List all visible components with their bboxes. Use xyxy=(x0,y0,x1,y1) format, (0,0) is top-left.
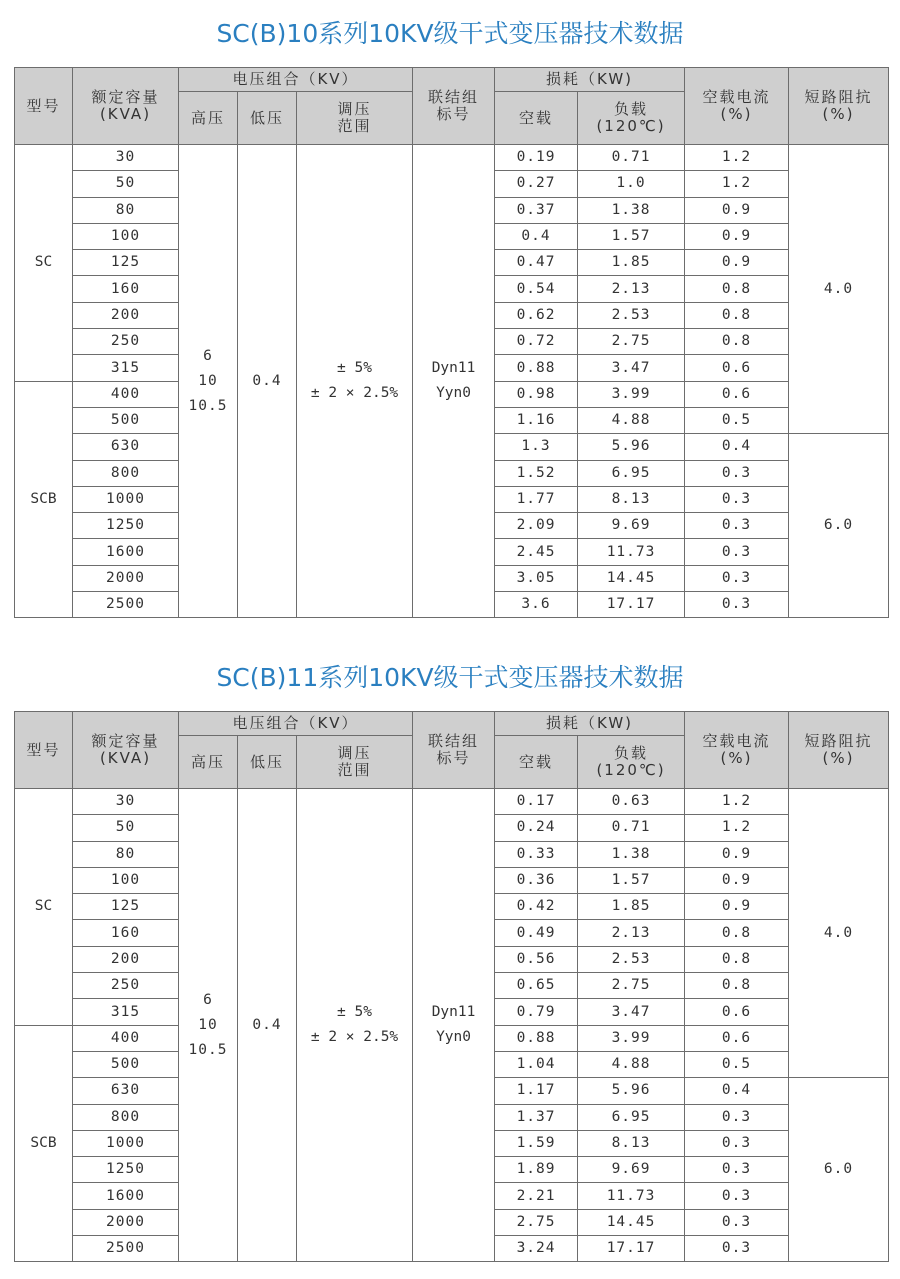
noload-current-cell: 0.6 xyxy=(685,381,789,407)
no-load-loss-cell: 0.33 xyxy=(495,841,578,867)
header-capacity-line2: (KVA) xyxy=(99,749,152,767)
noload-current-cell: 0.4 xyxy=(685,1078,789,1104)
no-load-loss-cell: 0.4 xyxy=(495,223,578,249)
capacity-cell: 1000 xyxy=(73,486,179,512)
noload-current-cell: 0.9 xyxy=(685,894,789,920)
impedance-cell: 4.0 xyxy=(789,789,889,1078)
no-load-loss-cell: 2.75 xyxy=(495,1209,578,1235)
no-load-loss-cell: 0.98 xyxy=(495,381,578,407)
capacity-cell: 500 xyxy=(73,1051,179,1077)
load-loss-cell: 3.99 xyxy=(578,1025,685,1051)
capacity-cell: 1600 xyxy=(73,539,179,565)
capacity-cell: 630 xyxy=(73,434,179,460)
load-loss-cell: 1.57 xyxy=(578,867,685,893)
no-load-loss-cell: 0.72 xyxy=(495,329,578,355)
load-loss-cell: 2.53 xyxy=(578,302,685,328)
no-load-loss-cell: 1.37 xyxy=(495,1104,578,1130)
tap-value: ± 2 × 2.5% xyxy=(310,1029,399,1046)
no-load-loss-cell: 0.56 xyxy=(495,946,578,972)
header-impedance-line2: (%) xyxy=(822,749,855,767)
capacity-cell: 500 xyxy=(73,407,179,433)
capacity-cell: 315 xyxy=(73,999,179,1025)
header-tap-range xyxy=(297,92,413,145)
noload-current-cell: 1.2 xyxy=(685,171,789,197)
hv-value: 10.5 xyxy=(188,1041,228,1058)
table-body xyxy=(15,145,889,618)
table-row xyxy=(15,789,889,815)
no-load-loss-cell: 3.6 xyxy=(495,592,578,618)
vector-value: Dyn11 xyxy=(431,360,476,377)
no-load-loss-cell: 0.65 xyxy=(495,973,578,999)
table-title: SC(B)11系列10KV级干式变压器技术数据 xyxy=(216,663,684,692)
capacity-cell: 2500 xyxy=(73,1236,179,1262)
load-loss-cell: 2.13 xyxy=(578,276,685,302)
model-scb: SCB xyxy=(15,1025,73,1262)
noload-current-cell: 0.8 xyxy=(685,329,789,355)
header-tap-line2: 范围 xyxy=(337,761,372,779)
header-voltage-group: 电压组合（KV） xyxy=(179,712,413,736)
header-noload-current-line1: 空载电流 xyxy=(702,732,771,750)
header-capacity-line1: 额定容量 xyxy=(91,732,160,750)
no-load-loss-cell: 0.42 xyxy=(495,894,578,920)
load-loss-cell: 5.96 xyxy=(578,434,685,460)
load-loss-cell: 14.45 xyxy=(578,565,685,591)
hv-value: 6 xyxy=(203,991,213,1008)
header-loss-group: 损耗（KW) xyxy=(495,68,685,92)
load-loss-cell: 2.53 xyxy=(578,946,685,972)
load-loss-cell: 0.71 xyxy=(578,815,685,841)
noload-current-cell: 0.3 xyxy=(685,1104,789,1130)
noload-current-cell: 0.3 xyxy=(685,486,789,512)
header-load-line2: (120℃) xyxy=(596,761,666,779)
header-no-load-loss: 空载 xyxy=(495,92,578,145)
noload-current-cell: 0.8 xyxy=(685,946,789,972)
load-loss-cell: 6.95 xyxy=(578,1104,685,1130)
load-loss-cell: 4.88 xyxy=(578,407,685,433)
noload-current-cell: 0.9 xyxy=(685,250,789,276)
load-loss-cell: 11.73 xyxy=(578,1183,685,1209)
header-vector-group xyxy=(413,712,495,789)
impedance-cell: 6.0 xyxy=(789,1078,889,1262)
vector-value: Dyn11 xyxy=(431,1004,476,1021)
load-loss-cell: 9.69 xyxy=(578,1157,685,1183)
capacity-cell: 160 xyxy=(73,920,179,946)
header-capacity-line2: (KVA) xyxy=(99,105,152,123)
load-loss-cell: 3.47 xyxy=(578,355,685,381)
impedance-cell: 4.0 xyxy=(789,145,889,434)
capacity-cell: 160 xyxy=(73,276,179,302)
capacity-cell: 400 xyxy=(73,381,179,407)
tap-value: ± 2 × 2.5% xyxy=(310,385,399,402)
noload-current-cell: 0.3 xyxy=(685,592,789,618)
noload-current-cell: 0.8 xyxy=(685,302,789,328)
vector-group-cell xyxy=(413,145,495,618)
noload-current-cell: 0.3 xyxy=(685,1157,789,1183)
capacity-cell: 100 xyxy=(73,867,179,893)
lv-cell: 0.4 xyxy=(238,789,297,1262)
header-hv: 高压 xyxy=(179,736,238,789)
load-loss-cell: 2.75 xyxy=(578,329,685,355)
load-loss-cell: 0.71 xyxy=(578,145,685,171)
capacity-cell: 1250 xyxy=(73,513,179,539)
load-loss-cell: 1.38 xyxy=(578,841,685,867)
no-load-loss-cell: 1.52 xyxy=(495,460,578,486)
capacity-cell: 200 xyxy=(73,946,179,972)
tap-value: ± 5% xyxy=(337,360,372,377)
header-model: 型号 xyxy=(15,712,73,789)
capacity-cell: 2000 xyxy=(73,1209,179,1235)
header-impedance-line1: 短路阻抗 xyxy=(804,732,873,750)
noload-current-cell: 0.3 xyxy=(685,1209,789,1235)
no-load-loss-cell: 1.3 xyxy=(495,434,578,460)
header-voltage-group: 电压组合（KV） xyxy=(179,68,413,92)
table-title: SC(B)10系列10KV级干式变压器技术数据 xyxy=(216,19,684,48)
capacity-cell: 30 xyxy=(73,145,179,171)
noload-current-cell: 0.5 xyxy=(685,1051,789,1077)
load-loss-cell: 1.85 xyxy=(578,894,685,920)
header-noload-current-line2: (%) xyxy=(720,749,753,767)
tap-range-cell xyxy=(297,789,413,1262)
load-loss-cell: 9.69 xyxy=(578,513,685,539)
load-loss-cell: 6.95 xyxy=(578,460,685,486)
noload-current-cell: 0.9 xyxy=(685,223,789,249)
noload-current-cell: 0.6 xyxy=(685,999,789,1025)
header-model: 型号 xyxy=(15,68,73,145)
no-load-loss-cell: 2.45 xyxy=(495,539,578,565)
vector-group-cell xyxy=(413,789,495,1262)
no-load-loss-cell: 1.89 xyxy=(495,1157,578,1183)
noload-current-cell: 0.3 xyxy=(685,513,789,539)
vector-value: Yyn0 xyxy=(436,385,471,402)
noload-current-cell: 0.8 xyxy=(685,920,789,946)
header-vector-line2: 标号 xyxy=(436,105,471,123)
no-load-loss-cell: 0.88 xyxy=(495,1025,578,1051)
noload-current-cell: 0.3 xyxy=(685,1130,789,1156)
header-tap-line1: 调压 xyxy=(337,744,372,762)
noload-current-cell: 0.3 xyxy=(685,539,789,565)
capacity-cell: 200 xyxy=(73,302,179,328)
header-noload-current-line1: 空载电流 xyxy=(702,88,771,106)
capacity-cell: 630 xyxy=(73,1078,179,1104)
header-load-line1: 负载 xyxy=(614,744,649,762)
capacity-cell: 30 xyxy=(73,789,179,815)
no-load-loss-cell: 0.19 xyxy=(495,145,578,171)
hv-value: 10.5 xyxy=(188,397,228,414)
load-loss-cell: 1.0 xyxy=(578,171,685,197)
load-loss-cell: 4.88 xyxy=(578,1051,685,1077)
hv-value: 6 xyxy=(203,347,213,364)
noload-current-cell: 0.8 xyxy=(685,973,789,999)
no-load-loss-cell: 0.24 xyxy=(495,815,578,841)
no-load-loss-cell: 1.17 xyxy=(495,1078,578,1104)
header-lv: 低压 xyxy=(238,736,297,789)
spec-table xyxy=(14,67,889,618)
noload-current-cell: 0.6 xyxy=(685,1025,789,1051)
load-loss-cell: 17.17 xyxy=(578,592,685,618)
spec-table xyxy=(14,711,889,1262)
impedance-cell: 6.0 xyxy=(789,434,889,618)
load-loss-cell: 17.17 xyxy=(578,1236,685,1262)
noload-current-cell: 0.5 xyxy=(685,407,789,433)
no-load-loss-cell: 0.79 xyxy=(495,999,578,1025)
header-impedance-line1: 短路阻抗 xyxy=(804,88,873,106)
no-load-loss-cell: 3.05 xyxy=(495,565,578,591)
capacity-cell: 80 xyxy=(73,197,179,223)
no-load-loss-cell: 2.09 xyxy=(495,513,578,539)
tap-value: ± 5% xyxy=(337,1004,372,1021)
noload-current-cell: 0.4 xyxy=(685,434,789,460)
noload-current-cell: 1.2 xyxy=(685,145,789,171)
no-load-loss-cell: 0.47 xyxy=(495,250,578,276)
no-load-loss-cell: 0.62 xyxy=(495,302,578,328)
header-impedance xyxy=(789,712,889,789)
load-loss-cell: 2.75 xyxy=(578,973,685,999)
header-vector-group xyxy=(413,68,495,145)
header-load-loss xyxy=(578,92,685,145)
header-no-load-loss: 空载 xyxy=(495,736,578,789)
noload-current-cell: 0.6 xyxy=(685,355,789,381)
table-body xyxy=(15,789,889,1262)
header-capacity xyxy=(73,68,179,145)
capacity-cell: 1000 xyxy=(73,1130,179,1156)
capacity-cell: 2500 xyxy=(73,592,179,618)
vector-value: Yyn0 xyxy=(436,1029,471,1046)
model-scb: SCB xyxy=(15,381,73,618)
no-load-loss-cell: 1.77 xyxy=(495,486,578,512)
header-noload-current-line2: (%) xyxy=(720,105,753,123)
header-load-line1: 负载 xyxy=(614,100,649,118)
header-noload-current xyxy=(685,712,789,789)
load-loss-cell: 1.57 xyxy=(578,223,685,249)
capacity-cell: 315 xyxy=(73,355,179,381)
load-loss-cell: 3.47 xyxy=(578,999,685,1025)
capacity-cell: 2000 xyxy=(73,565,179,591)
model-sc: SC xyxy=(15,145,73,382)
table-row xyxy=(15,145,889,171)
no-load-loss-cell: 0.37 xyxy=(495,197,578,223)
capacity-cell: 1250 xyxy=(73,1157,179,1183)
capacity-cell: 125 xyxy=(73,250,179,276)
noload-current-cell: 0.3 xyxy=(685,1236,789,1262)
no-load-loss-cell: 0.27 xyxy=(495,171,578,197)
capacity-cell: 50 xyxy=(73,815,179,841)
load-loss-cell: 11.73 xyxy=(578,539,685,565)
noload-current-cell: 1.2 xyxy=(685,789,789,815)
header-capacity-line1: 额定容量 xyxy=(91,88,160,106)
noload-current-cell: 0.9 xyxy=(685,841,789,867)
no-load-loss-cell: 1.59 xyxy=(495,1130,578,1156)
header-vector-line2: 标号 xyxy=(436,749,471,767)
capacity-cell: 250 xyxy=(73,973,179,999)
capacity-cell: 80 xyxy=(73,841,179,867)
header-tap-range xyxy=(297,736,413,789)
header-capacity xyxy=(73,712,179,789)
no-load-loss-cell: 0.88 xyxy=(495,355,578,381)
header-vector-line1: 联结组 xyxy=(428,88,480,106)
no-load-loss-cell: 3.24 xyxy=(495,1236,578,1262)
header-tap-line2: 范围 xyxy=(337,117,372,135)
no-load-loss-cell: 1.04 xyxy=(495,1051,578,1077)
header-lv: 低压 xyxy=(238,92,297,145)
noload-current-cell: 0.9 xyxy=(685,197,789,223)
capacity-cell: 800 xyxy=(73,460,179,486)
header-hv: 高压 xyxy=(179,92,238,145)
no-load-loss-cell: 2.21 xyxy=(495,1183,578,1209)
no-load-loss-cell: 0.36 xyxy=(495,867,578,893)
header-loss-group: 损耗（KW) xyxy=(495,712,685,736)
noload-current-cell: 0.3 xyxy=(685,565,789,591)
noload-current-cell: 0.8 xyxy=(685,276,789,302)
hv-cell xyxy=(179,789,238,1262)
load-loss-cell: 0.63 xyxy=(578,789,685,815)
capacity-cell: 1600 xyxy=(73,1183,179,1209)
capacity-cell: 250 xyxy=(73,329,179,355)
load-loss-cell: 8.13 xyxy=(578,1130,685,1156)
load-loss-cell: 2.13 xyxy=(578,920,685,946)
noload-current-cell: 0.3 xyxy=(685,460,789,486)
header-impedance-line2: (%) xyxy=(822,105,855,123)
capacity-cell: 125 xyxy=(73,894,179,920)
header-impedance xyxy=(789,68,889,145)
no-load-loss-cell: 0.17 xyxy=(495,789,578,815)
load-loss-cell: 14.45 xyxy=(578,1209,685,1235)
noload-current-cell: 0.9 xyxy=(685,867,789,893)
capacity-cell: 100 xyxy=(73,223,179,249)
header-noload-current xyxy=(685,68,789,145)
load-loss-cell: 5.96 xyxy=(578,1078,685,1104)
lv-cell: 0.4 xyxy=(238,145,297,618)
hv-value: 10 xyxy=(198,1016,218,1033)
no-load-loss-cell: 0.49 xyxy=(495,920,578,946)
header-load-loss xyxy=(578,736,685,789)
noload-current-cell: 1.2 xyxy=(685,815,789,841)
header-vector-line1: 联结组 xyxy=(428,732,480,750)
load-loss-cell: 1.38 xyxy=(578,197,685,223)
load-loss-cell: 3.99 xyxy=(578,381,685,407)
capacity-cell: 400 xyxy=(73,1025,179,1051)
no-load-loss-cell: 1.16 xyxy=(495,407,578,433)
tap-range-cell xyxy=(297,145,413,618)
header-load-line2: (120℃) xyxy=(596,117,666,135)
hv-cell xyxy=(179,145,238,618)
header-tap-line1: 调压 xyxy=(337,100,372,118)
load-loss-cell: 1.85 xyxy=(578,250,685,276)
hv-value: 10 xyxy=(198,372,218,389)
capacity-cell: 50 xyxy=(73,171,179,197)
load-loss-cell: 8.13 xyxy=(578,486,685,512)
capacity-cell: 800 xyxy=(73,1104,179,1130)
noload-current-cell: 0.3 xyxy=(685,1183,789,1209)
no-load-loss-cell: 0.54 xyxy=(495,276,578,302)
model-sc: SC xyxy=(15,789,73,1026)
